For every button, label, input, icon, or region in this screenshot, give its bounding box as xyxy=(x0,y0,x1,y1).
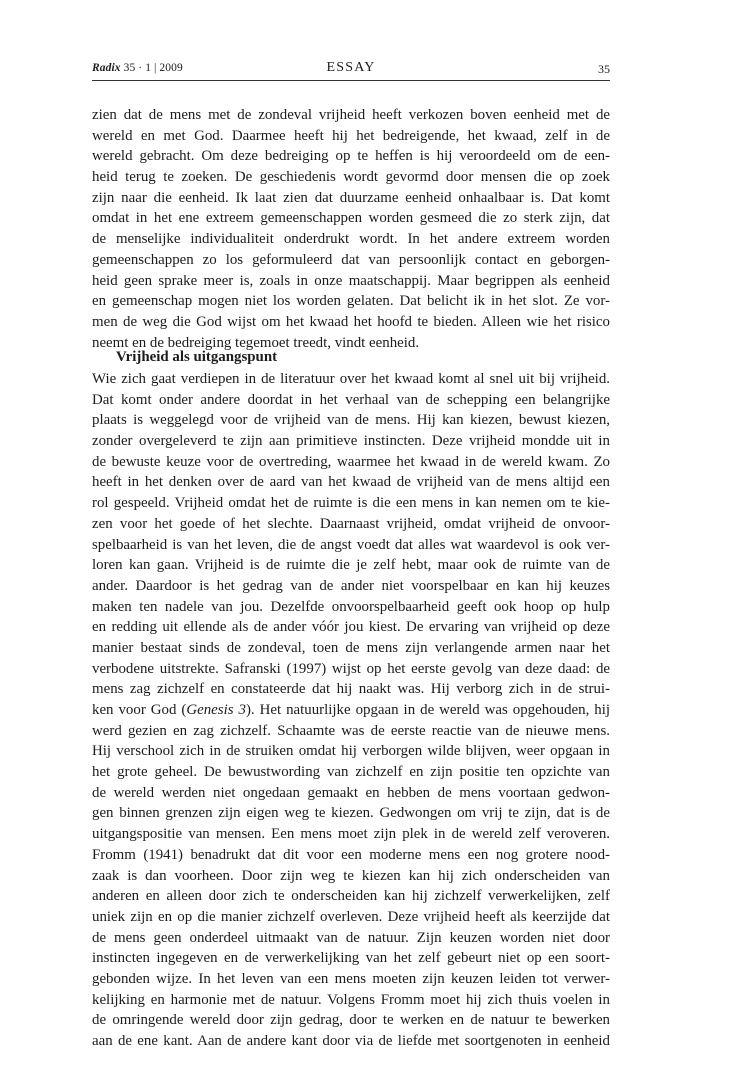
text-line: zen voor het goede of het slechte. Daarnaast vrijheid, omdat vrijheid de onvoor- xyxy=(92,515,610,532)
text-line: de omringende wereld door zijn gedrag, door te werken en de natuur te bewerken xyxy=(92,1012,610,1029)
text-line: neemt en de bedreiging tegemoet treedt, vindt eenheid. xyxy=(92,334,420,351)
text-line: en redding uit ellende als de ander vóór jou kiest. De ervaring van vrijheid op deze xyxy=(92,619,610,636)
text-line: werd gezien en zag zichzelf. Schaamte was de eerste reactie van de nieuwe mens. xyxy=(92,722,610,739)
text-line: kelijking en harmonie met de natuur. Volgens Fromm moet hij zich thuis voelen in xyxy=(92,991,610,1008)
text-line: Hij verschool zich in de struiken omdat hij verborgen wilde blijven, weer opgaan in xyxy=(92,743,610,760)
text-line: spelbaarheid is van het leven, die de angst voedt dat alles wat waardevol is ook ver- xyxy=(92,536,610,553)
text-line: Fromm (1941) benadrukt dat dit voor een moderne mens een nog grotere nood- xyxy=(92,846,610,863)
text-line: wereld gebracht. Om deze bedreiging op te heffen is hij veroordeeld om de een- xyxy=(92,148,610,165)
text-line: uitgangspositie van mensen. Een mens moet zijn plek in de wereld zelf veroveren. xyxy=(92,826,610,843)
text-line: Wie zich gaat verdiepen in de literatuur over het kwaad komt al snel uit bij vrijheid. xyxy=(92,371,610,387)
text-line: Dat komt onder andere doordat in het verhaal van de schepping een belangrijke xyxy=(92,391,610,408)
text-line: zijn naar die eenheid. Ik laat zien dat duurzame eenheid onhaalbaar is. Dat komt xyxy=(92,189,610,206)
text-line: verbodene uitstrekte. Safranski (1997) wijst op het eerste gevolg van deze daad: de xyxy=(92,660,610,677)
text-line: gebonden wijze. In het leven van een mens moeten zijn keuzen leiden tot verwer- xyxy=(92,970,610,987)
text-line: heid terug te zoeken. De geschiedenis wordt gevormd door mensen die op zoek xyxy=(92,169,610,186)
text-line: loren kan gaan. Vrijheid is de ruimte die je zelf hebt, maar ook de ruimte van de xyxy=(92,557,610,574)
text-line: wereld en met God. Daarmee heeft hij het bedreigende, het kwaad, zelf in de xyxy=(92,127,610,144)
text-line: manier bestaat sinds de zondeval, toen de mens zijn verlangende armen naar het xyxy=(92,639,610,656)
text-line: rol gespeeld. Vrijheid omdat het de ruimte is die een mens in kan nemen om te kie- xyxy=(92,495,610,512)
text-line: de bewuste keuze voor de overtreding, waarmee het kwaad in de wereld kwam. Zo xyxy=(92,453,610,470)
text-line: omdat in het ene extreem gemeenschappen worden gesmeed die zo sterk zijn, dat xyxy=(92,210,610,227)
text-line: gen binnen grenzen zijn eigen weg te kiezen. Gedwongen om vrij te zijn, dat is de xyxy=(92,805,610,822)
text-line: heid geen sprake meer is, zoals in onze maatschappij. Maar begrippen als eenheid xyxy=(92,272,610,289)
text-line: anderen en alleen door zich te onderscheiden kan hij zichzelf verwerkelijken, zelf xyxy=(92,888,610,905)
header-rule xyxy=(92,80,610,81)
text-line: plaats is weggelegd voor de vrijheid van de mens. Hij kan kiezen, bewust kiezen, xyxy=(92,412,610,429)
text-line: instincten ingegeven en de verwerkelijking van het zelf gebeurt niet op een soort- xyxy=(92,950,610,967)
text-line: ken voor God (Genesis 3). Het natuurlijke opgaan in de wereld was opgehouden, hij xyxy=(92,702,610,718)
intro-paragraph xyxy=(92,105,610,353)
page-number: 35 xyxy=(598,62,610,76)
text-line: de menselijke individualiteit onderdrukt wordt. In het andere extreem worden xyxy=(92,231,610,248)
text-line: mens zag zichzelf en constateerde dat hij naakt was. Hij verborg zich in de strui- xyxy=(92,681,610,698)
text-line: zonder overgeleverd te zijn aan primitieve instincten. Deze vrijheid mondde uit in xyxy=(92,433,610,450)
text-line: aan de ene kant. Aan de andere kant door via de liefde met soortgenoten in eenheid xyxy=(92,1033,610,1049)
body-paragraph xyxy=(92,369,610,1052)
text-line: en gemeenschap mogen niet los worden gelaten. Dat belicht ik in het slot. Ze vor- xyxy=(92,293,610,310)
running-head xyxy=(92,60,610,78)
text-line: zien dat de mens met de zondeval vrijheid heeft verkozen boven eenheid met de xyxy=(92,107,610,123)
text-line: uniek zijn en op die manier zichzelf overleven. Deze vrijheid heeft als keerzijde dat xyxy=(92,908,610,925)
text-line: men de weg die God wijst om het kwaad het hoofd te bieden. Alleen wie het risico xyxy=(92,313,610,330)
text-line: maken ten nadele van jou. Dezelfde onvoorspelbaarheid geeft ook hoop op hulp xyxy=(92,598,610,615)
section-label: ESSAY xyxy=(326,60,376,75)
text-line: ander. Daardoor is het gedrag van de ander niet voorspelbaar en kan hij keuzes xyxy=(92,577,610,594)
text-line: zaak is dan voorheen. Door zijn weg te kiezen kan hij zich onderscheiden van xyxy=(92,867,610,884)
text-line: de wereld werden niet ongedaan gemaakt en hebben de mens voortaan gedwon- xyxy=(92,784,610,801)
text-line: de mens geen onderdeel uitmaakt van de natuur. Zijn keuzen worden niet door xyxy=(92,929,610,946)
text-line: heeft in het denken over de aard van het kwaad de vrijheid van de mens altijd een xyxy=(92,474,610,491)
journal-issue: 35 · 1 | 2009 xyxy=(123,62,183,74)
journal-name: Radix xyxy=(92,62,121,74)
section-heading: Vrijheid als uitgangspunt xyxy=(116,349,278,365)
text-line: het grote geheel. De bewustwording van zichzelf en zijn positie ten opzichte van xyxy=(92,764,610,781)
text-line: gemeenschappen zo los geformuleerd dat van persoonlijk contact en geborgen- xyxy=(92,251,610,268)
